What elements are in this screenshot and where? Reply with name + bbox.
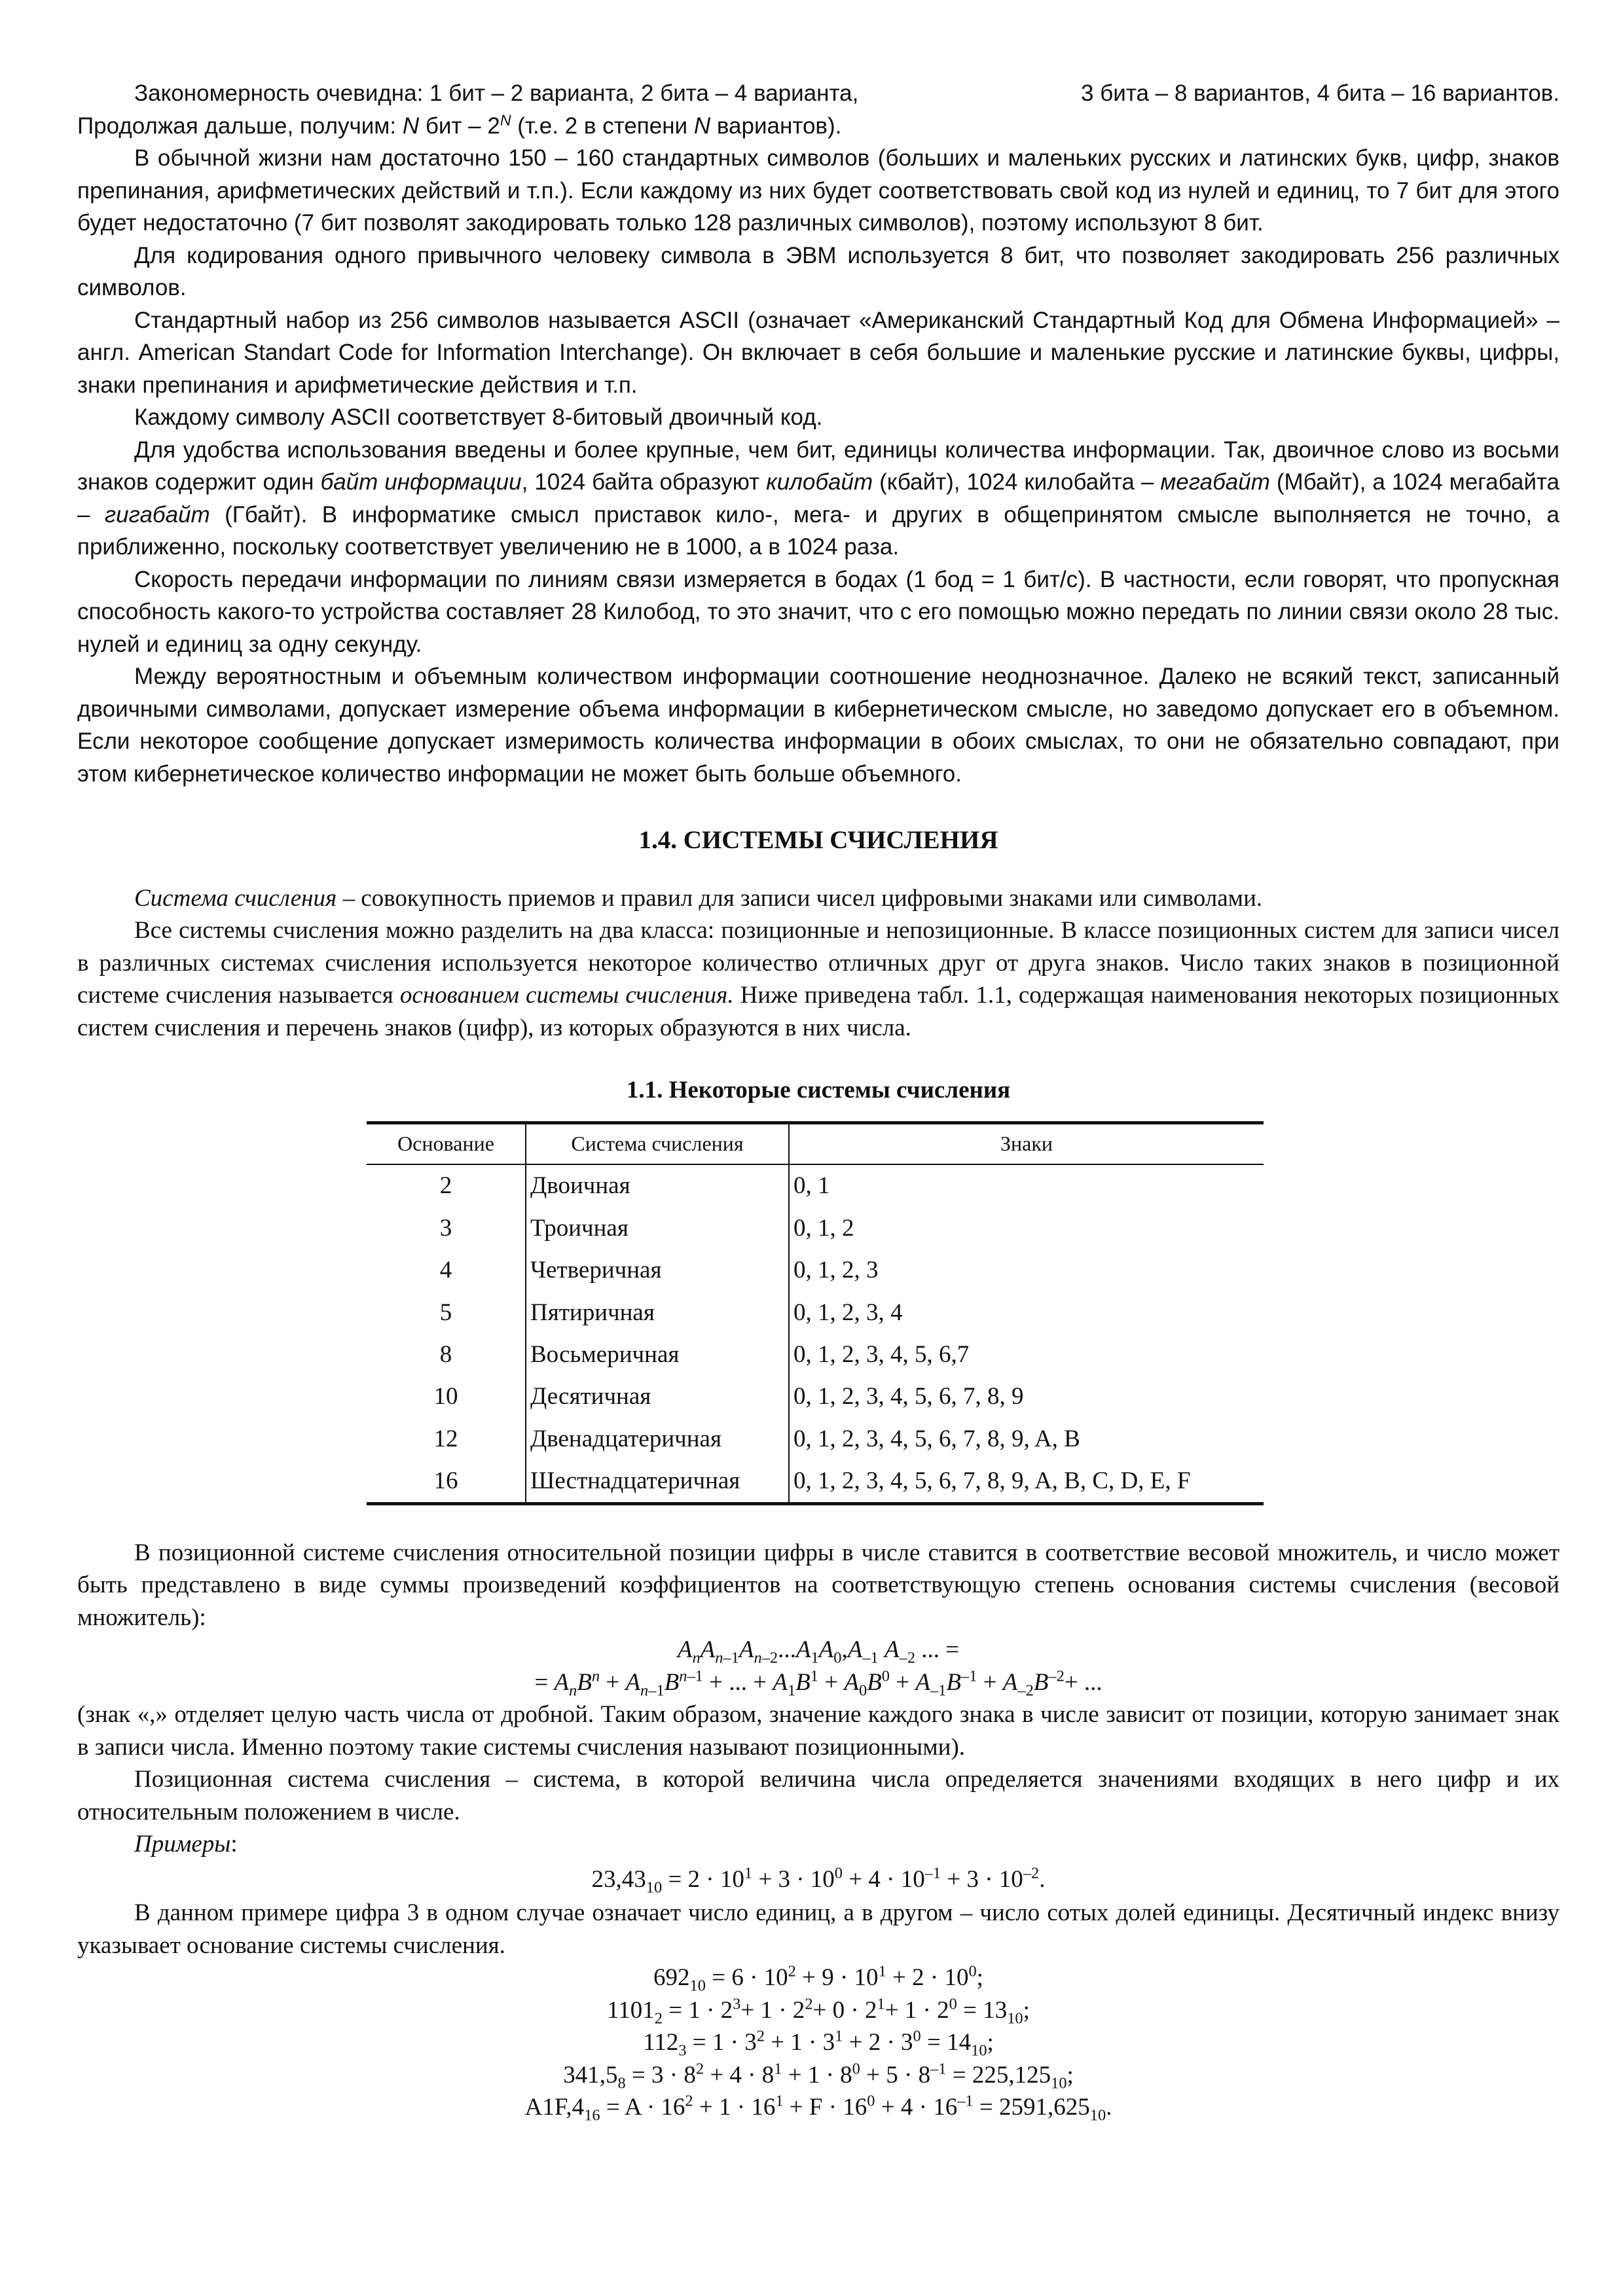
formula-example-341: $341,5_8 = 3 \cdot 8^2 + 4 \cdot 8^1 + 1 \cdot 8^0 + 5 \cdot 8^{-1} = 225,125_{10}$; xyxy=(563,2060,1074,2092)
superscript: N xyxy=(500,111,511,128)
cell-base: 12 xyxy=(433,1425,458,1452)
text-fragment: N xyxy=(402,113,420,139)
cell-signs: 0, 1 xyxy=(789,1164,1264,1207)
cell-system: Пятиричная xyxy=(526,1291,789,1333)
table-row xyxy=(367,1291,1264,1333)
cell-system: Шестнадцатеричная xyxy=(526,1460,789,1504)
term-base: основанием системы счисления. xyxy=(399,982,734,1009)
paragraph-standard-symbols: В обычной жизни нам достаточно 150 – 160 стандартных символов (больших и маленьких русских и латинских букв, цифр, знаков препинания, арифметических действий и т.п.). Если каждому из них будет соответствовать свой код из нулей и единиц, то 7 бит для этого будет недостаточно (7 бит позволят закодировать только 128 различных символов), поэтому используют 8 бит. xyxy=(77,145,1559,236)
cell-base: 4 xyxy=(439,1257,452,1284)
text-fragment: Примеры xyxy=(134,1831,231,1858)
text-fragment: (Мбайт), а 1024 мегабайта – xyxy=(77,469,1559,528)
formula-example-decimal: $23,43_{10} = 2 \cdot 10^1 + 3 \cdot 10^0 + 4 \cdot 10^{-1} + 3 \cdot 10^{-2}$. xyxy=(591,1864,1046,1897)
cell-system: Двенадцатеричная xyxy=(526,1418,789,1460)
examples-label xyxy=(77,1828,1559,1861)
paragraph-units xyxy=(77,434,1559,564)
text-fragment: бит – 2 xyxy=(419,113,500,139)
term-number-system: Система счисления xyxy=(134,884,337,912)
cell-base: 5 xyxy=(439,1299,452,1326)
paragraph-example-note: В данном примере цифра 3 в одном случае означает число единиц, а в другом – число сотых долей единицы. Десятичный индекс внизу указывает основание системы счисления. xyxy=(77,1899,1559,1959)
number-systems-table xyxy=(367,1121,1264,1505)
text-fragment: Ниже приведена табл. 1.1, содержащая наименования некоторых позиционных систем счисления и перечень знаков (цифр), из которых образуются в них числа. xyxy=(77,982,1559,1041)
term-byte: байт информации xyxy=(320,469,522,495)
text-fragment: Закономерность очевидна: 1 бит – 2 варианта, 2 бита – 4 варианта, xyxy=(134,81,859,106)
table-row xyxy=(367,1376,1264,1418)
table-row xyxy=(367,1207,1264,1249)
paragraph-bit-continuation xyxy=(77,110,1559,143)
text-fragment: (кбайт), 1024 килобайта – xyxy=(873,469,1161,495)
text-fragment: Продолжая дальше, получим: xyxy=(77,113,403,139)
text-fragment: (т.е. 2 в степени xyxy=(511,113,694,139)
text-fragment: (Гбайт). В информатике смысл приставок кило-, мега- и других в общепринятом смысле выполняется не точно, а приближенно, поскольку соответствует увеличению не в 1000, а в 1024 раза. xyxy=(77,501,1559,560)
paragraph-8-bit-encoding: Для кодирования одного привычного человеку символа в ЭВМ используется 8 бит, что позволяет закодировать 256 различных символов. xyxy=(77,242,1559,300)
cell-signs: 0, 1, 2, 3, 4 xyxy=(789,1291,1264,1333)
cell-base: 2 xyxy=(439,1172,452,1200)
cell-base: 8 xyxy=(439,1341,452,1369)
cell-signs: 0, 1, 2, 3, 4, 5, 6, 7, 8, 9 xyxy=(789,1376,1264,1418)
paragraph-positional-definition: Позиционная система счисления – система, в которой величина числа определяется значениями входящих в него цифр и их относительным положением в числе. xyxy=(77,1766,1559,1825)
paragraph-information-measure: Между вероятностным и объемным количеством информации соотношение неоднозначное. Далеко не всякий текст, записанный двоичными символами, допускает измерение объема информации в кибернетическом смысле, но заведомо допускает его в объемном. Если некоторое сообщение допускает измеримость количества информации в обоих смыслах, то они не обязательно совпадают, при этом кибернетическое количество информации не может быть больше объемного. xyxy=(77,664,1559,787)
cell-system: Восьмеричная xyxy=(526,1333,789,1375)
cell-system: Четверичная xyxy=(526,1249,789,1291)
cell-system: Десятичная xyxy=(526,1376,789,1418)
table-row xyxy=(367,1249,1264,1291)
text-fragment: вариантов). xyxy=(710,113,842,139)
cell-signs: 0, 1, 2, 3, 4, 5, 6,7 xyxy=(789,1333,1264,1375)
cell-system: Двоичная xyxy=(526,1164,789,1207)
text-fragment: N xyxy=(693,113,711,139)
formula-positional-line1: $A_nA_{n-1}A_{n-2}...A_1A_0,A_{-1}$ $A_{-2}$ ... = xyxy=(677,1636,960,1667)
table-header-row xyxy=(367,1122,1264,1164)
formula-example-1101: $1101_2 = 1 \cdot 2^3+ 1 \cdot 2^2+ 0 \cdot 2^1+ 1 \cdot 2^0 = 13_{10}$; xyxy=(607,1995,1030,2028)
term-kilobyte: килобайт xyxy=(766,469,873,495)
paragraph-classes xyxy=(77,914,1559,1044)
paragraph-ascii-code: Каждому символу ASCII соответствует 8-битовый двоичный код. xyxy=(134,404,823,430)
cell-signs: 0, 1, 2 xyxy=(789,1207,1264,1249)
paragraph-note: (знак «,» отделяет целую часть числа от дробной. Таким образом, значение каждого знака в числе зависит от позиции, которую занимает знак в записи числа. Именно поэтому такие системы счисления называют позиционными). xyxy=(77,1701,1559,1761)
table-row xyxy=(367,1333,1264,1375)
table-row xyxy=(367,1418,1264,1460)
formula-example-692: $692_{10} = 6 \cdot 10^2 + 9 \cdot 10^1 + 2 \cdot 10^0$; xyxy=(653,1963,983,1995)
table-row xyxy=(367,1164,1264,1207)
formula-example-a1f: $A1F,4_{16} = A \cdot 16^2 + 1 \cdot 16^1 + F \cdot 16^0 + 4 \cdot 16^{-1} = 2591,625_{10}$. xyxy=(524,2092,1112,2125)
formula-positional-line2: = $A_nB^n + A_{n-1}B^{n-1}$ + ... + $A_1B^1 + A_0B^0 + A_{-1}B^{-1} + A_{-2}B^{-2}+$ ... xyxy=(534,1667,1103,1700)
cell-base: 3 xyxy=(439,1214,452,1242)
term-gigabyte: гигабайт xyxy=(104,501,210,528)
table-row xyxy=(367,1460,1264,1504)
text-fragment: , 1024 байта образуют xyxy=(521,469,767,495)
cell-signs: 0, 1, 2, 3, 4, 5, 6, 7, 8, 9, A, B xyxy=(789,1418,1264,1460)
table-caption: 1.1. Некоторые системы счисления xyxy=(626,1077,1011,1104)
text-fragment: – совокупность приемов и правил для записи чисел цифровыми знаками или символами. xyxy=(337,884,1263,912)
paragraph-ascii: Стандартный набор из 256 символов называется ASCII (означает «Американский Стандартный Код для Обмена Информацией» – англ. American Standart Code for Information Interchange). Он включает в себя большие и маленькие русские и латинские буквы, цифры, знаки препинания и арифметические действия и т.п. xyxy=(77,307,1559,398)
text-fragment: : xyxy=(230,1831,238,1858)
section-title: 1.4. СИСТЕМЫ СЧИСЛЕНИЯ xyxy=(638,826,998,854)
header-signs: Знаки xyxy=(789,1122,1264,1164)
paragraph-weight: В позиционной системе счисления относительной позиции цифры в числе ставится в соответствие весовой множитель, и число может быть представлено в виде суммы произведений коэффициентов на соответствующую степень основания системы счисления (весовой множитель): xyxy=(77,1539,1559,1631)
text-fragment: Все системы счисления можно разделить на два класса: позиционные и непозиционные. В классе позиционных систем для записи чисел в различных системах счисления используется некоторое количество отличных друг от друга знаков. Число таких знаков в позиционной системе счисления называется xyxy=(77,917,1559,1009)
cell-base: 16 xyxy=(367,1460,526,1504)
paragraph-baud: Скорость передачи информации по линиям связи измеряется в бодах (1 бод = 1 бит/с). В частности, если говорят, что пропускная способность какого-то устройства составляет 28 Килобод, то это значит, что с его помощью можно передать по линии связи около 28 тыс. нулей и единиц за одну секунду. xyxy=(77,566,1559,657)
header-base: Основание xyxy=(367,1122,526,1164)
formula-example-112: $112_3 = 1 \cdot 3^2 + 1 \cdot 3^1 + 2 \cdot 3^0 = 14_{10}$; xyxy=(643,2028,994,2060)
paragraph-definition xyxy=(77,882,1559,915)
text-fragment: 3 бита – 8 вариантов, 4 бита – 16 вариантов. xyxy=(1081,81,1559,106)
header-system: Система счисления xyxy=(526,1122,789,1164)
term-megabyte: мегабайт xyxy=(1160,469,1270,495)
cell-signs: 0, 1, 2, 3, 4, 5, 6, 7, 8, 9, A, B, C, D, E, F xyxy=(789,1460,1264,1504)
paragraph-bit-variants xyxy=(77,77,1559,110)
cell-signs: 0, 1, 2, 3 xyxy=(789,1249,1264,1291)
cell-base: 10 xyxy=(433,1383,458,1410)
cell-system: Троичная xyxy=(526,1207,789,1249)
text-fragment: Для удобства использования введены и более крупные, чем бит, единицы количества информации. Так, двоичное слово из восьми знаков содержит один xyxy=(77,437,1559,495)
